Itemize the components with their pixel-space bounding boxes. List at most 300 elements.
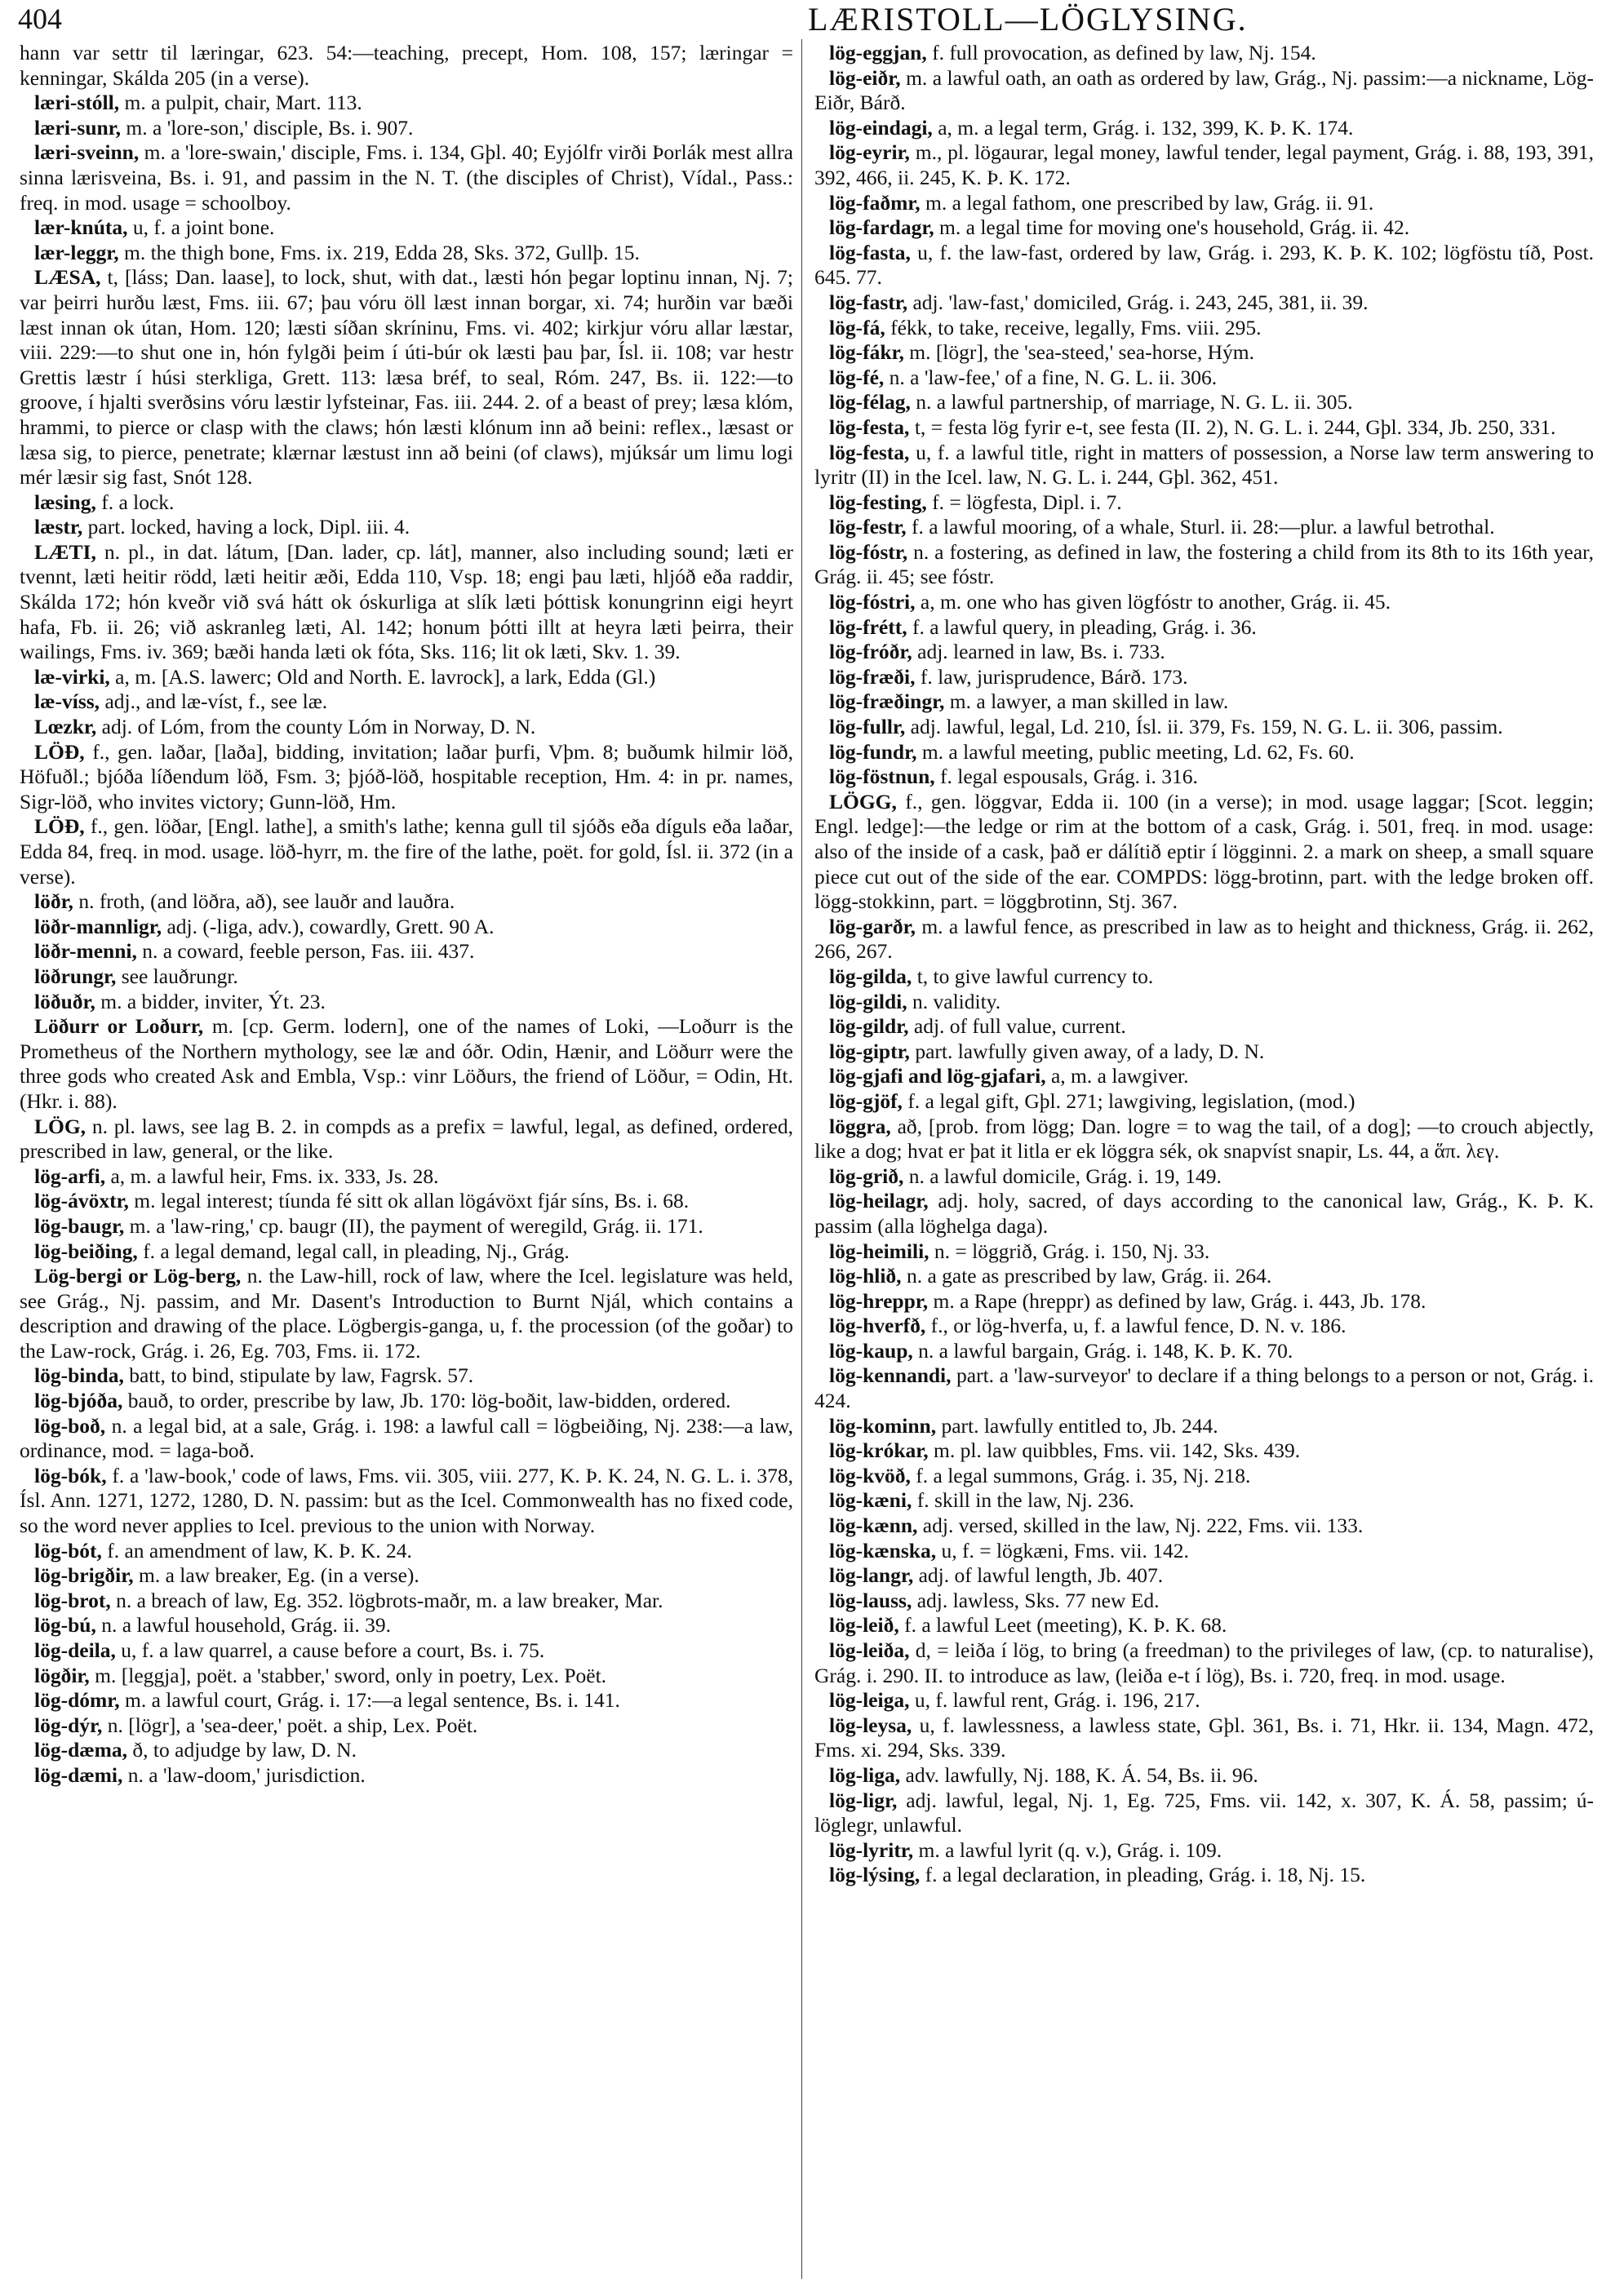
definition: f., or lög-hverfa, u, f. a lawful fence, D. N. v. 186.	[930, 1314, 1347, 1338]
dictionary-entry	[20, 1239, 793, 1265]
definition: n. = löggrið, Grág. i. 150, Nj. 33.	[934, 1239, 1210, 1263]
definition: f. full provocation, as defined by law, Nj. 154.	[932, 41, 1316, 64]
dictionary-entry	[814, 316, 1594, 341]
dictionary-entry	[814, 715, 1594, 740]
definition: n. a breach of law, Eg. 352. lögbrots-maðr, m. a law breaker, Mar.	[116, 1588, 663, 1612]
dictionary-entry	[814, 1464, 1594, 1489]
dictionary-entry	[814, 964, 1594, 990]
dictionary-entry	[20, 215, 793, 241]
dictionary-entry	[814, 689, 1594, 715]
dictionary-entry	[20, 689, 793, 715]
definition: n. a lawful household, Grág. ii. 39.	[101, 1613, 392, 1638]
definition: n. a 'law-fee,' of a fine, N. G. L. ii. 306.	[889, 365, 1218, 389]
headword: lög-fardagr,	[829, 215, 934, 240]
dictionary-entry	[20, 1389, 793, 1414]
definition: m. a legal fathom, one prescribed by law, Grág. ii. 91.	[925, 190, 1374, 215]
dictionary-entry	[814, 1039, 1594, 1065]
dictionary-entry	[814, 665, 1594, 690]
definition: n. a lawful domicile, Grág. i. 19, 149.	[908, 1164, 1222, 1188]
left-column	[20, 41, 793, 1788]
dictionary-entry	[814, 290, 1594, 316]
headword: LÖÐ,	[34, 814, 85, 839]
headword: lög-gjafi and lög-gjafari,	[829, 1064, 1046, 1088]
headword: lög-föstnun,	[829, 765, 935, 789]
headword: Lœzkr,	[34, 715, 97, 739]
dictionary-entry	[814, 1239, 1594, 1265]
dictionary-entry	[20, 1638, 793, 1664]
headword: lög-lauss,	[829, 1588, 912, 1612]
headword: lög-fullr,	[829, 715, 906, 739]
dictionary-entry	[814, 415, 1594, 441]
definition: u, f. the law-fast, ordered by law, Grág. i. 293, K. Þ. K. 102; lögföstu tíð, Post. 645. 77.	[814, 240, 1595, 290]
dictionary-entry	[814, 191, 1594, 216]
definition: n. [lögr], a 'sea-deer,' poët. a ship, Lex. Poët.	[107, 1713, 478, 1737]
dictionary-entry	[814, 490, 1594, 516]
headword: lög-faðmr,	[829, 190, 921, 215]
definition: n. a coward, feeble person, Fas. iii. 437.	[142, 939, 475, 964]
dictionary-entry	[814, 41, 1594, 66]
headword: lög-lýsing,	[829, 1863, 921, 1887]
dictionary-entry	[20, 1539, 793, 1564]
definition: f. a legal demand, legal call, in pleading, Nj., Grág.	[143, 1239, 570, 1263]
dictionary-entry	[814, 1613, 1594, 1638]
dictionary-entry	[814, 1788, 1594, 1838]
headword: lög-bót,	[34, 1538, 102, 1562]
definition: n. a fostering, as defined in law, the fostering a child from its 8th to its 16th year, Grág. ii. 45; see fóstr.	[814, 539, 1595, 589]
dictionary-entry	[20, 1664, 793, 1689]
definition: t, [láss; Dan. laase], to lock, shut, with dat., læsti hón þegar loptinu innan, Nj. 7; var þeirri hurðu læst, Fms. iii. 67; þau vóru öll læst innan borgar, xi. 74; hurðin var bæði læst innan ok útan, Hom. 120; læsti síðan skríninu, Fms. vi. 402; kirkjur vóru allar læstar, viii. 229:—to shut one in, hón fylgði þeim í úti-búr ok læsti þau þar, Ísl. ii. 108; var hestr Grettis læstr í húsi sterkliga, Grett. 113: læsa bréf, to seal, Róm. 247, Bs. ii. 122:—to groove, í hjalti sverðsins vóru læstir lyfsteinar, Fas. iii. 244. 2. of a beast of prey; læsa klóm, hrammi, to pierce or clasp with the claws; hón læsti klónum inn að beini: reflex., læsast or læsa sig, to pierce, penetrate; klærnar læstust inn að beini (of claws), mjúksár um limu logi mér læsir sig fast, Snót 128.	[20, 265, 793, 490]
dictionary-entry	[814, 1863, 1594, 1888]
definition: adj. (-liga, adv.), cowardly, Grett. 90 A.	[166, 914, 495, 938]
dictionary-entry	[814, 1189, 1594, 1239]
headword: lög-leysa,	[829, 1713, 912, 1737]
dictionary-entry	[20, 515, 793, 540]
dictionary-entry	[814, 1414, 1594, 1439]
definition: adj. holy, sacred, of days according to the canonical law, Grág., K. Þ. K. passim (alla löghelga daga).	[814, 1189, 1595, 1238]
headword: löðuðr,	[34, 989, 95, 1013]
definition: f. law, jurisprudence, Bárð. 173.	[920, 664, 1188, 689]
dictionary-entry	[814, 1289, 1594, 1314]
definition: f. a lawful mooring, of a whale, Sturl. ii. 28:—plur. a lawful betrothal.	[912, 515, 1495, 539]
definition: d, = leiða í lög, to bring (a freedman) to the privileges of law, (cp. to naturalise), Grág. i. 290. II. to introduce as law, (leiða e-t í lög), Bs. i. 720, freq. in mod. usage.	[814, 1638, 1594, 1687]
dictionary-entry	[814, 540, 1594, 590]
headword: LÖÐ,	[34, 739, 85, 764]
dictionary-entry	[20, 814, 793, 889]
dictionary-entry	[814, 765, 1594, 790]
dictionary-entry	[20, 665, 793, 690]
definition: m. a lawyer, a man skilled in law.	[949, 689, 1229, 714]
dictionary-entry	[20, 1214, 793, 1239]
definition: n. a lawful bargain, Grág. i. 148, K. Þ. K. 70.	[918, 1338, 1293, 1363]
headword: lög-brigðir,	[34, 1563, 134, 1588]
headword: lög-beiðing,	[34, 1239, 138, 1263]
definition: n. pl. laws, see lag B. 2. in compds as a prefix = lawful, legal, as defined, ordered, prescribed in law, general, or the like.	[20, 1114, 793, 1164]
headword: lög-eindagi,	[829, 115, 933, 140]
dictionary-entry	[814, 441, 1594, 490]
dictionary-entry	[20, 140, 793, 215]
definition: m. a law breaker, Eg. (in a verse).	[138, 1563, 419, 1588]
dictionary-entry	[20, 116, 793, 141]
dictionary-entry	[20, 990, 793, 1015]
definition: adj. of lawful length, Jb. 407.	[918, 1563, 1164, 1588]
headword: læ-víss,	[34, 689, 100, 714]
headword: LÖG,	[34, 1114, 87, 1138]
headword: lög-leiga,	[829, 1688, 910, 1713]
headword: LÖGG,	[829, 789, 897, 813]
headword: lög-kaup,	[829, 1338, 913, 1363]
definition: m. a lawful fence, as prescribed in law as to height and thickness, Grág. ii. 262, 266, 267.	[814, 914, 1594, 964]
definition: u, f. a law quarrel, a cause before a court, Bs. i. 75.	[121, 1638, 545, 1662]
dictionary-entry	[20, 1763, 793, 1788]
headword: lög-ligr,	[829, 1788, 898, 1812]
definition: u, f. lawful rent, Grág. i. 196, 217.	[914, 1688, 1200, 1713]
dictionary-entry	[814, 140, 1594, 190]
headword: löðr-menni,	[34, 939, 137, 964]
dictionary-entry	[20, 41, 793, 91]
definition: u, f. = lögkæni, Fms. vii. 142.	[941, 1538, 1189, 1562]
dictionary-entry	[20, 915, 793, 940]
definition: m. a lawful oath, an oath as ordered by law, Grág., Nj. passim:—a nickname, Lög-Eiðr, Bárð.	[814, 65, 1594, 115]
headword: lög-binda,	[34, 1363, 124, 1388]
headword: lög-eiðr,	[829, 65, 901, 90]
headword: lög-kennandi,	[829, 1363, 952, 1388]
dictionary-entry	[814, 1514, 1594, 1539]
definition: m. a bidder, inviter, Ýt. 23.	[100, 989, 326, 1013]
dictionary-entry	[814, 340, 1594, 366]
headword: lög-grið,	[829, 1164, 904, 1188]
headword: lög-gilda,	[829, 964, 912, 988]
headword: lög-leið,	[829, 1613, 899, 1638]
definition: að, [prob. from lögg; Dan. logre = to wag the tail, of a dog]; —to crouch abjectly, like a dog; hvat er þat it litla er ek löggra sék, ok snapvíst snapir, Ls. 44, a ἅπ. λεγ.	[814, 1114, 1595, 1164]
headword: lög-fákr,	[829, 340, 904, 365]
dictionary-entry	[20, 1589, 793, 1614]
definition: m. a 'lore-son,' disciple, Bs. i. 907.	[126, 115, 414, 140]
definition: part. lawfully entitled to, Jb. 244.	[941, 1413, 1218, 1438]
dictionary-entry	[814, 515, 1594, 540]
headword: lög-dómr,	[34, 1688, 120, 1713]
definition: adj. versed, skilled in the law, Nj. 222, Fms. vii. 133.	[922, 1514, 1364, 1538]
dictionary-entry	[814, 1539, 1594, 1564]
headword: lög-gildi,	[829, 989, 907, 1013]
dictionary-entry	[814, 1563, 1594, 1589]
headword: læri-sunr,	[34, 115, 122, 140]
dictionary-entry	[814, 1438, 1594, 1464]
dictionary-entry	[814, 790, 1594, 915]
dictionary-entry	[814, 241, 1594, 290]
definition: m. pl. law quibbles, Fms. vii. 142, Sks. 439.	[934, 1438, 1301, 1463]
dictionary-entry	[20, 1414, 793, 1464]
definition: t, = festa lög fyrir e-t, see festa (II. 2), N. G. L. i. 244, Gþl. 334, Jb. 250, 331.	[914, 414, 1556, 439]
definition: m. a 'law-ring,' cp. baugr (II), the payment of weregild, Grág. ii. 171.	[129, 1213, 703, 1238]
definition: m. the thigh bone, Fms. ix. 219, Edda 28, Sks. 372, Gullþ. 15.	[124, 240, 640, 264]
definition: n. the Law-hill, rock of law, where the Icel. legislature was held, see Grág., Nj. passim, and Mr. Dasent's Introduction to Burnt Njál, which contains a description and drawing of the place. Lögbergis-ganga, u, f. the procession (of the goðar) to the Law-rock, Grág. i. 26, Eg. 703, Fms. ii. 172.	[20, 1264, 793, 1363]
headword: lög-boð,	[34, 1413, 106, 1438]
dictionary-entry	[20, 540, 793, 665]
definition: adj. of full value, current.	[913, 1014, 1126, 1039]
dictionary-entry	[814, 990, 1594, 1015]
definition: f., gen. laðar, [laða], bidding, invitation; laðar þurfi, Vþm. 8; buðumk hilmir löð, Höfuðl.; bjóða líðendum löð, Fsm. 3; þjóð-löð, hospitable reception, Hm. 4: in pr. names, Sigr-löð, who invites victory; Gunn-löð, Hm.	[20, 739, 794, 813]
dictionary-entry	[20, 1264, 793, 1363]
definition: adj. learned in law, Bs. i. 733.	[917, 640, 1165, 664]
headword: lög-hverfð,	[829, 1314, 926, 1338]
definition: m. [leggja], poët. a 'stabber,' sword, only in poetry, Lex. Poët.	[95, 1663, 607, 1687]
dictionary-entry	[814, 116, 1594, 141]
dictionary-entry	[20, 1189, 793, 1214]
definition: m. a lawful meeting, public meeting, Ld. 62, Fs. 60.	[921, 739, 1355, 764]
definition: m. a lawful lyrit (q. v.), Grág. i. 109.	[918, 1837, 1222, 1862]
headword: lær-knúta,	[34, 215, 128, 240]
dictionary-entry	[814, 366, 1594, 391]
definition: adj. lawful, legal, Nj. 1, Eg. 725, Fms. vii. 142, x. 307, K. Á. 58, passim; ú-löglegr, unlawful.	[814, 1788, 1595, 1837]
dictionary-entry	[814, 1638, 1594, 1688]
column-divider	[801, 39, 802, 2279]
dictionary-entry	[20, 964, 793, 990]
headword: lög-fastr,	[829, 290, 908, 314]
headword: lögðir,	[34, 1663, 90, 1687]
definition: f., gen. löggvar, Edda ii. 100 (in a verse); in mod. usage laggar; [Scot. leggin; Engl. ledge]:—the ledge or rim at the bottom of a cask, Grág. i. 501, freq. in mod. usage: also of the inside of a cask, það er dálítið eptir í lögginni. 2. a mark on sheep, a small square piece cut out of the side of the ear. COMPDS: lögg-brotinn, part. with the ledge broken off. lögg-stokkinn, part. = löggbrotinn, Stj. 367.	[814, 789, 1595, 914]
headword: lög-heimili,	[829, 1239, 930, 1263]
headword: lög-fasta,	[829, 240, 911, 264]
headword: lög-deila,	[34, 1638, 116, 1662]
definition: fékk, to take, receive, legally, Fms. viii. 295.	[890, 315, 1262, 339]
headword: lög-hreppr,	[829, 1288, 929, 1313]
headword: LÆSA,	[34, 265, 101, 290]
definition: f. an amendment of law, K. Þ. K. 24.	[107, 1538, 412, 1562]
headword: lög-festa,	[829, 414, 910, 439]
definition: f. a legal gift, Gþl. 271; lawgiving, legislation, (mod.)	[907, 1088, 1355, 1113]
definition: f. a lawful query, in pleading, Grág. i. 36.	[912, 614, 1257, 639]
definition: f. a lawful Leet (meeting), K. Þ. K. 68.	[904, 1613, 1227, 1638]
dictionary-entry	[814, 1064, 1594, 1089]
dictionary-entry	[20, 1464, 793, 1539]
definition: m., pl. lögaurar, legal money, lawful tender, legal payment, Grág. i. 88, 193, 391, 392, 466, ii. 245, K. Þ. K. 172.	[814, 140, 1595, 189]
dictionary-entry	[814, 1488, 1594, 1514]
running-title: LÆRISTOLL—LÖGLYSING.	[808, 1, 1248, 38]
definition: m. [cp. Germ. lodern], one of the names of Loki, —Loðurr is the Prometheus of the Northern mythology, see læ and óðr. Odin, Hænir, and Löðurr were the three gods who created Ask and Embla, Vsp.: vinr Löðurs, the friend of Löður, = Odin, Ht. (Hkr. i. 88).	[20, 1014, 794, 1113]
definition: u, f. a lawful title, right in matters of possession, a Norse law term answering to lyritr (II) in the Icel. law, N. G. L. i. 244, Gþl. 362, 451.	[814, 440, 1595, 490]
headword: löðr,	[34, 889, 73, 914]
dictionary-entry	[20, 715, 793, 740]
dictionary-entry	[814, 1089, 1594, 1115]
definition: f. a legal summons, Grág. i. 35, Nj. 218.	[916, 1463, 1251, 1487]
headword: lög-lyritr,	[829, 1837, 914, 1862]
headword: lög-bók,	[34, 1463, 107, 1487]
dictionary-entry	[814, 1164, 1594, 1190]
dictionary-entry	[814, 590, 1594, 615]
dictionary-entry	[814, 1838, 1594, 1864]
dictionary-entry	[814, 1314, 1594, 1339]
definition: f., gen. löðar, [Engl. lathe], a smith's lathe; kenna gull til sjóðs eða díguls eða laðar, Edda 84, freq. in mod. usage. löð-hyrr, m. the fire of the lathe, poët. for gold, Ísl. ii. 372 (in a verse).	[20, 814, 793, 889]
definition: part. locked, having a lock, Dipl. iii. 4.	[87, 515, 410, 539]
dictionary-entry	[20, 1164, 793, 1190]
dictionary-entry	[814, 1115, 1594, 1164]
definition: u, f. lawlessness, a lawless state, Gþl. 361, Bs. i. 71, Hkr. ii. 134, Magn. 472, Fms. xi. 294, Sks. 339.	[814, 1713, 1594, 1762]
headword: lög-gildr,	[829, 1014, 909, 1039]
headword: lög-fóstri,	[829, 590, 916, 614]
dictionary-entry	[814, 1363, 1594, 1413]
definition: bauð, to order, prescribe by law, Jb. 170: lög-boðit, law-bidden, ordered.	[127, 1389, 731, 1413]
headword: löggra,	[829, 1114, 891, 1138]
dictionary-entry	[20, 91, 793, 116]
definition: m. legal interest; tíunda fé sitt ok allan lögávöxt fjár síns, Bs. i. 68.	[134, 1189, 690, 1213]
definition: ð, to adjudge by law, D. N.	[132, 1738, 357, 1762]
right-column	[814, 41, 1594, 1888]
headword: lög-kæni,	[829, 1488, 912, 1513]
dictionary-entry	[814, 1589, 1594, 1614]
headword: lög-gjöf,	[829, 1088, 903, 1113]
headword: læ-virki,	[34, 664, 110, 689]
dictionary-entry	[20, 740, 793, 815]
definition: adj. of Lóm, from the county Lóm in Norway, D. N.	[101, 715, 536, 739]
definition: n. pl., in dat. látum, [Dan. lader, cp. lát], manner, also including sound; læti er tvennt, læti heitir rödd, læti heitir æði, Edda 110, Vsp. 18; engi þau læti, hljóð eða raddir, Skálda 172; hón kveðr við svá hátt ok óskurliga at slík læti þóttisk konungrinn eigi heyrt hafa, Fb. ii. 26; við askranleg læti, Al. 142; honum þótti illt at heyra læti þeirra, their wailings, Fms. iv. 369; bæði handa læti ok fóta, Sks. 116; lit ok læti, Skv. 1. 39.	[20, 539, 794, 664]
definition: n. a 'law-doom,' jurisdiction.	[127, 1762, 366, 1787]
headword: lög-langr,	[829, 1563, 914, 1588]
headword: lög-fróðr,	[829, 640, 912, 664]
headword: lög-hlið,	[829, 1264, 902, 1288]
dictionary-entry	[814, 1339, 1594, 1364]
headword: lög-fóstr,	[829, 539, 908, 564]
definition: a, m. [A.S. lawerc; Old and North. E. lavrock], a lark, Edda (Gl.)	[115, 664, 656, 689]
headword: löðr-mannligr,	[34, 914, 162, 938]
headword: lög-dýr,	[34, 1713, 103, 1737]
dictionary-entry	[20, 1014, 793, 1114]
headword: lög-kvöð,	[829, 1463, 911, 1487]
headword: Lög-bergi or Lög-berg,	[34, 1264, 242, 1288]
headword: lög-giptr,	[829, 1039, 910, 1063]
definition: adj. lawful, legal, Ld. 210, Ísl. ii. 379, Fs. 159, N. G. L. ii. 306, passim.	[910, 715, 1503, 739]
headword: lög-baugr,	[34, 1213, 125, 1238]
headword: lög-fá,	[829, 315, 885, 339]
definition: adj., and læ-víst, f., see læ.	[104, 689, 328, 714]
headword: lög-leiða,	[829, 1638, 910, 1662]
dictionary-entry	[20, 1688, 793, 1713]
headword: lög-fundr,	[829, 739, 917, 764]
dictionary-entry	[20, 939, 793, 964]
definition: a, m. one who has given lögfóstr to another, Grág. ii. 45.	[920, 590, 1391, 614]
headword: lög-dæmi,	[34, 1762, 123, 1787]
dictionary-entry	[814, 1688, 1594, 1713]
dictionary-entry	[20, 265, 793, 490]
definition: m. a pulpit, chair, Mart. 113.	[124, 91, 362, 115]
dictionary-entry	[20, 1563, 793, 1589]
headword: lög-eyrir,	[829, 140, 910, 165]
dictionary-entry	[20, 1613, 793, 1638]
headword: lög-krókar,	[829, 1438, 929, 1463]
definition: m. a lawful court, Grág. i. 17:—a legal sentence, Bs. i. 141.	[124, 1688, 620, 1713]
definition: f. = lögfesta, Dipl. i. 7.	[932, 490, 1122, 514]
headword: lög-festr,	[829, 515, 907, 539]
headword: lög-heilagr,	[829, 1189, 929, 1213]
definition: n. validity.	[912, 989, 1001, 1013]
definition: n. a legal bid, at a sale, Grág. i. 198: a lawful call = lögbeiðing, Nj. 238:—a law, ordinance, mod. = laga-boð.	[20, 1413, 794, 1463]
headword: lög-fræði,	[829, 664, 916, 689]
definition: n. froth, (and löðra, að), see lauðr and lauðra.	[78, 889, 455, 914]
headword: lög-dæma,	[34, 1738, 128, 1762]
dictionary-entry	[814, 640, 1594, 665]
definition: m. [lögr], the 'sea-steed,' sea-horse, Hým.	[909, 340, 1254, 365]
dictionary-entry	[20, 1713, 793, 1739]
definition: adj. lawless, Sks. 77 new Ed.	[916, 1588, 1160, 1612]
dictionary-entry	[20, 1115, 793, 1164]
definition: f. a lock.	[101, 490, 175, 514]
dictionary-entry	[814, 66, 1594, 116]
headword: lög-festa,	[829, 440, 910, 464]
definition: t, to give lawful currency to.	[916, 964, 1154, 988]
headword: lög-brot,	[34, 1588, 111, 1612]
headword: lög-félag,	[829, 390, 911, 414]
headword: lög-eggjan,	[829, 41, 927, 64]
definition: batt, to bind, stipulate by law, Fagrsk. 57.	[129, 1363, 474, 1388]
headword: lög-liga,	[829, 1762, 901, 1787]
headword: lög-frétt,	[829, 614, 907, 639]
definition: hann var settr til læringar, 623. 54:—teaching, precept, Hom. 108, 157; læringar = kenningar, Skálda 205 (in a verse).	[20, 41, 793, 90]
headword: læri-sveinn,	[34, 140, 140, 165]
headword: læri-stóll,	[34, 91, 120, 115]
dictionary-entry	[20, 1363, 793, 1389]
dictionary-entry	[814, 390, 1594, 415]
headword: læstr,	[34, 515, 83, 539]
dictionary-entry	[814, 615, 1594, 640]
dictionary-entry	[20, 490, 793, 516]
definition: m. a 'lore-swain,' disciple, Fms. i. 134, Gþl. 40; Eyjólfr virði Þorlák mest allra sinna lærisveina, Bs. i. 91, and passim in the N. T. (the disciples of Christ), Vídal., Pass.: freq. in mod. usage = schoolboy.	[20, 140, 794, 215]
headword: lær-leggr,	[34, 240, 119, 264]
dictionary-entry	[20, 241, 793, 266]
headword: lög-fé,	[829, 365, 885, 389]
definition: f. a legal declaration, in pleading, Grág. i. 18, Nj. 15.	[925, 1863, 1366, 1887]
dictionary-entry	[814, 1763, 1594, 1788]
dictionary-entry	[20, 1738, 793, 1763]
headword: lög-fræðingr,	[829, 689, 945, 714]
headword: lög-kænn,	[829, 1514, 918, 1538]
dictionary-entry	[814, 1264, 1594, 1289]
definition: f. legal espousals, Grág. i. 316.	[940, 765, 1198, 789]
dictionary-entry	[814, 215, 1594, 241]
headword: lög-garðr,	[829, 914, 916, 938]
definition: a, m. a lawgiver.	[1050, 1064, 1189, 1088]
dictionary-entry	[814, 915, 1594, 964]
headword: lög-arfi,	[34, 1164, 106, 1188]
headword: LÆTI,	[34, 539, 96, 564]
page-number: 404	[18, 2, 62, 35]
headword: lög-festing,	[829, 490, 927, 514]
headword: löðrungr,	[34, 964, 117, 988]
definition: adv. lawfully, Nj. 188, K. Á. 54, Bs. ii. 96.	[905, 1762, 1258, 1787]
headword: lög-bjóða,	[34, 1389, 123, 1413]
headword: lög-kænska,	[829, 1538, 937, 1562]
dictionary-entry	[814, 1014, 1594, 1039]
definition: f. a 'law-book,' code of laws, Fms. vii. 305, viii. 277, K. Þ. K. 24, N. G. L. i. 378, Ísl. Ann. 1271, 1272, 1280, D. N. passim: but as the Icel. Commonwealth has no fixed code, so the word never applies to Icel. previous to the union with Norway.	[20, 1463, 794, 1538]
headword: læsing,	[34, 490, 96, 514]
headword: Löðurr or Loðurr,	[34, 1014, 204, 1039]
headword: lög-ávöxtr,	[34, 1189, 129, 1213]
dictionary-entry	[814, 740, 1594, 765]
definition: part. a 'law-surveyor' to declare if a thing belongs to a person or not, Grág. i. 424.	[814, 1363, 1594, 1413]
definition: n. a lawful partnership, of marriage, N. G. L. ii. 305.	[916, 390, 1353, 414]
definition: f. skill in the law, Nj. 236.	[916, 1488, 1134, 1513]
dictionary-entry	[814, 1713, 1594, 1763]
definition: n. a gate as prescribed by law, Grág. ii. 264.	[906, 1264, 1272, 1288]
definition: a, m. a lawful heir, Fms. ix. 333, Js. 28.	[110, 1164, 439, 1188]
dictionary-entry	[20, 889, 793, 915]
definition: a, m. a legal term, Grág. i. 132, 399, K. Þ. K. 174.	[938, 115, 1354, 140]
definition: see lauðrungr.	[121, 964, 238, 988]
definition: m. a Rape (hreppr) as defined by law, Grág. i. 443, Jb. 178.	[933, 1288, 1426, 1313]
definition: m. a legal time for moving one's household, Grág. ii. 42.	[939, 215, 1410, 240]
definition: u, f. a joint bone.	[132, 215, 275, 240]
definition: part. lawfully given away, of a lady, D. N.	[915, 1039, 1265, 1063]
definition: adj. 'law-fast,' domiciled, Grág. i. 243, 245, 381, ii. 39.	[912, 290, 1369, 314]
headword: lög-bú,	[34, 1613, 96, 1638]
